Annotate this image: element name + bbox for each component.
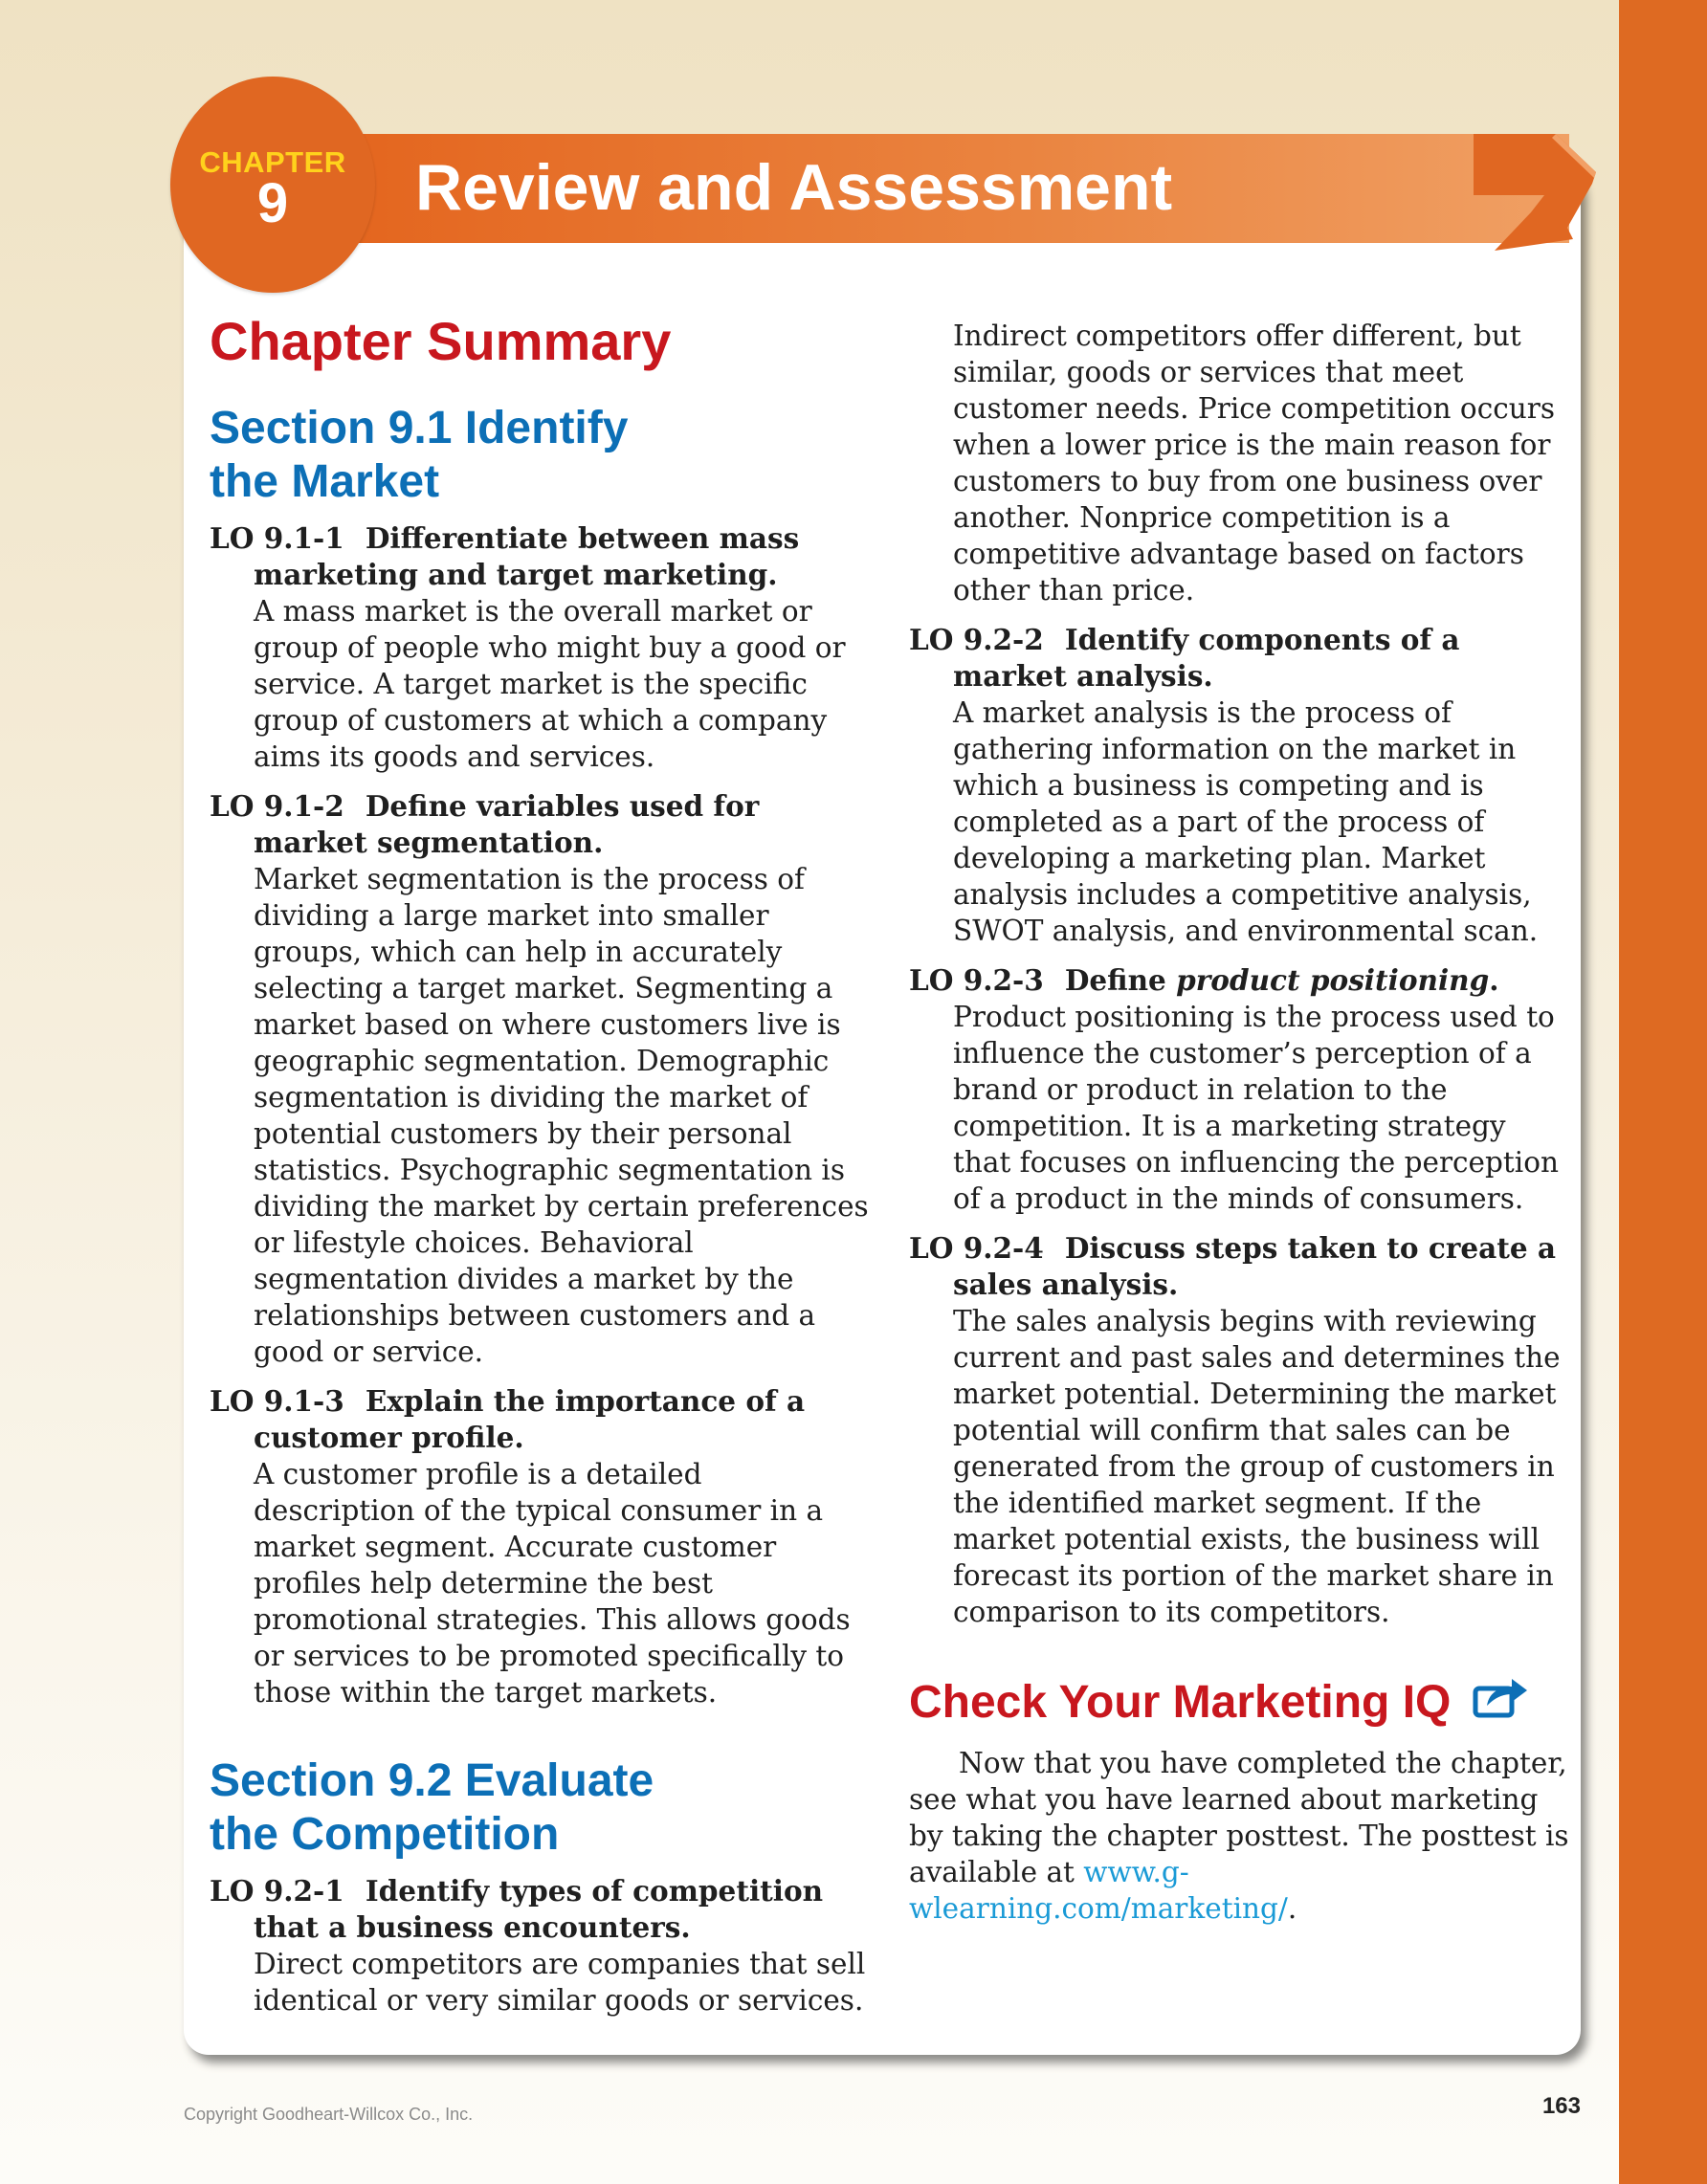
right-edge-strip bbox=[1619, 0, 1707, 2184]
lo-title-term: product positioning bbox=[1176, 963, 1490, 997]
lo-title-prefix: Define bbox=[1064, 963, 1177, 997]
lo-body: A customer profile is a detailed description of the typical consumer in a market segment. Accurate customer profiles help determine the best promotional strategies. This allows goods or services to be promoted specifically to those within the target markets. bbox=[254, 1458, 851, 1709]
marketing-iq-heading bbox=[909, 1674, 1569, 1732]
lo-title-suffix: . bbox=[1489, 963, 1499, 997]
lo-heading bbox=[909, 622, 1569, 695]
learning-objective bbox=[210, 788, 870, 1370]
learning-objective bbox=[909, 622, 1569, 949]
lo-heading bbox=[909, 962, 1569, 999]
lo-heading bbox=[210, 520, 870, 593]
learning-objective bbox=[210, 520, 870, 775]
learning-objective bbox=[210, 1383, 870, 1710]
learning-objective bbox=[210, 1873, 870, 2019]
lo-heading bbox=[909, 1230, 1569, 1303]
lo-body: A mass market is the overall market or group of people who might buy a good or service. A target market is the specific group of customers at which a company aims its goods and services. bbox=[254, 595, 846, 773]
lo-code: LO 9.2-1 bbox=[210, 1874, 344, 1908]
lo-heading bbox=[210, 788, 870, 861]
lo-code: LO 9.2-4 bbox=[909, 1231, 1044, 1265]
lo-heading bbox=[210, 1873, 870, 1946]
chapter-label: CHAPTER bbox=[199, 145, 346, 179]
page-title: Review and Assessment bbox=[415, 151, 1173, 224]
lo-heading bbox=[210, 1383, 870, 1456]
marketing-iq-text-end: . bbox=[1287, 1892, 1297, 1925]
banner-arrow-icon bbox=[1474, 124, 1598, 264]
lo-body-continued: Indirect competitors offer different, but similar, goods or services that meet customer needs. Price competition occurs when a lower price is the main reason for customers to buy from one business over another. Nonprice competition is a competitive advantage based on factors other than price. bbox=[953, 320, 1555, 607]
learning-objective bbox=[909, 962, 1569, 1217]
lo-code: LO 9.2-3 bbox=[909, 963, 1044, 997]
copyright-text: Copyright Goodheart-Willcox Co., Inc. bbox=[184, 2105, 474, 2124]
lo-title: Explain the importance of a customer profile. bbox=[254, 1384, 806, 1454]
lo-title: Identify components of a market analysis. bbox=[953, 623, 1460, 693]
posttest-link[interactable]: www.g-wlearning.com/marketing/ bbox=[909, 1856, 1288, 1925]
share-icon[interactable] bbox=[1472, 1675, 1531, 1721]
lo-body: Market segmentation is the process of dividing a large market into smaller groups, which can help in accurately selecting a target market. Segmenting a market based on where customers live is geographic segmentation. Demographic segmentation is dividing the market of potential customers by their personal statistics. Psychographic segmentation is dividing the market by certain preferences or lifestyle choices. Behavioral segmentation divides a market by the relationships between customers and a good or service. bbox=[254, 863, 869, 1368]
lo-code: LO 9.1-2 bbox=[210, 789, 344, 823]
section-heading-line: the Market bbox=[210, 456, 440, 507]
lo-body: A market analysis is the process of gathering information on the market in which a business is competing and is completed as a part of the process of developing a marketing plan. Market analysis includes a competitive analysis, SWOT analysis, and environmental scan. bbox=[953, 696, 1539, 947]
lo-body: The sales analysis begins with reviewing current and past sales and determines the market potential. Determining the market potential will confirm that sales can be generated from the group of customers in the identified market segment. If the market potential exists, the business will forecast its portion of the market share in comparison to its competitors. bbox=[953, 1305, 1561, 1628]
chapter-badge bbox=[170, 77, 375, 293]
chapter-summary-heading: Chapter Summary bbox=[210, 311, 672, 371]
lo-body: Direct competitors are companies that sell identical or very similar goods or services. bbox=[254, 1948, 866, 2017]
lo-body: Product positioning is the process used to influence the customer’s perception of a brand or product in relation to the competition. It is a marketing strategy that focuses on influencing the perception of a product in the minds of consumers. bbox=[953, 1001, 1559, 1215]
lo-title: Differentiate between mass marketing and target marketing. bbox=[254, 521, 800, 591]
lo-title: Identify types of competition that a business encounters. bbox=[254, 1874, 824, 1944]
marketing-iq-title: Check Your Marketing IQ bbox=[909, 1677, 1452, 1728]
section-heading-line: Section 9.1 Identify bbox=[210, 403, 629, 453]
marketing-iq-text: Now that you have completed the chapter, see what you have learned about marketing by taking the chapter posttest. The posttest is available at bbox=[909, 1747, 1569, 1888]
section-9-2-heading bbox=[210, 1754, 870, 1862]
page-number: 163 bbox=[1541, 2093, 1581, 2119]
section-heading-line: Section 9.2 Evaluate bbox=[210, 1755, 654, 1806]
lo-title: Discuss steps taken to create a sales analysis. bbox=[953, 1231, 1557, 1301]
chapter-number: 9 bbox=[256, 172, 289, 234]
lo-code: LO 9.1-3 bbox=[210, 1384, 344, 1418]
lo-code: LO 9.1-1 bbox=[210, 521, 344, 555]
right-column bbox=[909, 318, 1569, 1927]
lo-code: LO 9.2-2 bbox=[909, 623, 1044, 656]
section-heading-line: the Competition bbox=[210, 1809, 560, 1860]
marketing-iq-body bbox=[909, 1745, 1569, 1927]
learning-objective bbox=[909, 1230, 1569, 1630]
left-column bbox=[210, 308, 870, 2032]
section-9-1-heading bbox=[210, 402, 870, 509]
lo-title: Define variables used for market segmentation. bbox=[254, 789, 760, 859]
